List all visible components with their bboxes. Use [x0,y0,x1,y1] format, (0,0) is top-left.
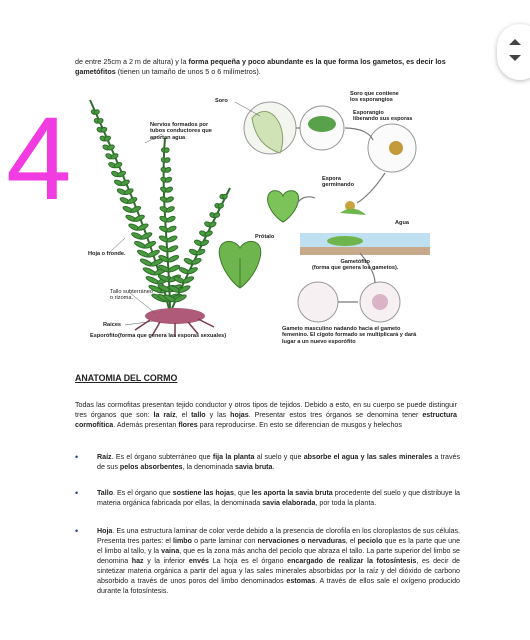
label-esporofito: Esporófito(forma que genera las esporas sexuales) [90,333,227,339]
water-layer-illustration [300,233,430,247]
para-text-1: Todas las cormofitas presentan tejido conductor y otros tipos de tejidos. Debido a esto, en su cuerpo se puede distinguir tres órganos que son: [75,401,457,419]
fern-leaflet [127,196,138,204]
prothallus-illustration [219,241,261,288]
label-raices: Raíces [103,322,122,328]
fern-life-cycle-illustration [70,88,450,368]
fern-leaflet [182,275,194,284]
fern-leaflet [166,215,176,223]
label-espora: Espora germinando [322,176,355,189]
fern-leaflet [166,225,177,233]
bullet-bold-text: sostiene las hojas [172,489,234,497]
fern-leaflet [186,266,198,275]
label-protalo: Prótalo [255,234,275,240]
para-bold-5: flores [178,421,198,429]
bullet-text: , que [233,489,252,497]
label-nervios: Nervios formados por tubos conductores que aportan agua [150,122,212,141]
fern-leaflet [204,230,213,237]
fern-leaflet [165,196,174,203]
bullet-bold-text: pelos absorbentes [119,463,183,471]
bullet-bold-text: encargado de realizar la fotosíntesis [287,557,417,565]
fern-leaflet [167,244,179,253]
para-text-2: , el [175,411,192,419]
bullet-bold-text: peciolo [357,537,383,545]
organ-list [75,452,460,596]
fern-leaflet [110,153,119,160]
bullet-marker: • [75,488,79,498]
bullet-text: , que es la zona más ancha del peciolo que abraza el tallo. La parte superior del limbo se denomina [97,547,460,565]
label-soro: Soro [215,98,228,104]
organ-list-item [75,526,460,596]
fern-leaflet [113,161,122,168]
fern-leaflet [167,264,180,273]
bullet-bold-text: limbo [173,537,192,545]
bullet-bold-text: estomas [286,577,316,585]
bullet-text: , es decir de sintetizar materia orgánica a partir del agua y las sales minerales absorbidas por la raíz y del dióxido de carbono absorbido a través de unos poros del limbo denominados [97,557,460,585]
bullet-text: al suelo y que [254,453,304,461]
para-bold-4: estructura cormofítica [75,411,458,429]
bullet-bold-text: Raíz [97,453,112,461]
para-text-3: y las [205,411,231,419]
fern-leaflet [165,206,175,214]
label-hoja-fronde: Hoja o fronde. [88,251,126,257]
bullet-text: . Es el órgano subterráneo que [111,453,213,461]
bullet-text: . Es una estructura laminar de color verde debido a la presencia de clorofila en los cloroplastos de sus células. Presenta tres partes: el [97,527,460,545]
bullet-bold-text: Tallo [97,489,114,497]
intro-text-1: de entre 25cm a 2 m de altura) y la [75,57,189,66]
bullet-text: o parte laminar con [191,537,258,545]
small-prothallus-illustration [268,191,299,222]
intro-text-3: (tienen un tamaño de unos 5 o 6 milímetros). [115,67,261,76]
fern-leaflet [164,176,172,183]
fern-leaflet [123,188,133,196]
bullet-text: a través de sus [97,453,460,471]
para-bold-2: tallo [191,411,206,419]
male-gamete-circle [298,282,338,322]
fern-leaflet [191,257,202,265]
para-text-6: para reproducirse. En esto se diferencian de musgos y helechos [197,421,402,429]
fern-leaflet [166,235,177,243]
fern-leaflet [143,240,156,249]
bullet-text: , por toda la planta. [315,499,377,507]
chevron-down-icon[interactable] [509,55,521,61]
scroll-control[interactable] [497,24,530,80]
fern-leaflet [195,248,205,256]
label-soro-esporangios: Soro que contiene los esporangios [350,91,399,104]
section-title: ANATOMIA DEL CORMO [75,373,178,383]
bullet-bold-text: absorbe el agua y las sales minerales [303,453,433,461]
bullet-bold-text: envés [188,557,209,565]
intro-bold-1: forma pequeña y poco abundante es la que forma los gametos, es decir [188,57,434,66]
bullet-text: que es la parte que une el limbo al tallo, y la [97,537,461,555]
fern-leaflet [107,144,115,151]
para-bold-3: hojas [230,411,249,419]
bullet-text: , el [345,537,358,545]
fern-leaflet [117,170,127,178]
label-tallo: Tallo subterráneo o rizoma. [110,289,153,302]
label-gametofito: Gametófito (forma que genera los gametos). [312,259,399,272]
label-agua: Agua [395,220,409,226]
bullet-bold-text: haz [131,557,144,565]
bullet-text: y la inferior [143,557,189,565]
fern-leaflet [209,221,217,228]
organ-list-item [75,452,460,472]
label-esporangio: Esporangio liberando sus esporas [353,110,413,123]
bullet-text: . [272,463,275,471]
chevron-up-icon[interactable] [509,39,521,45]
intro-bold-2: los gametófitos [75,57,446,76]
fern-leaflet [120,179,130,187]
para-bold-1: la raíz [153,411,176,419]
bullet-bold-text: savia bruta [235,463,273,471]
bullet-text: procedente del suelo y que distribuye la materia orgánica fabricada por ellas, la denominada [97,489,460,507]
bullet-marker: • [75,526,79,536]
fern-leaflet [103,135,111,142]
bullet-bold-text: nervaciones o nervaduras [257,537,346,545]
para-text-5: . Además presentan [113,421,179,429]
fern-leaflet [200,239,210,247]
bullet-bold-text: les aporta la savia bruta [251,489,333,497]
intro-paragraph [75,57,465,77]
organ-list-item [75,488,460,508]
bullet-text: La hoja es el órgano [208,557,288,565]
bullet-bold-text: Hoja [97,527,113,535]
page-number-annotation: 4 [6,93,72,225]
bullet-text: . Es el órgano que [113,489,173,497]
fern-leaflet [167,254,180,263]
bullet-text: , la denominada [182,463,236,471]
bullet-marker: • [75,452,79,462]
bullet-bold-text: vaina [161,547,180,555]
para-text-4: . Presentar estos tres órganos se denomina tener [248,411,423,419]
intro-cormo-paragraph [75,400,457,430]
bullet-bold-text: savia elaborada [262,499,316,507]
bullet-text: . A través de ellos sale el oxígeno producido durante la fotosíntesis. [97,577,461,595]
bullet-bold-text: fija la planta [212,453,255,461]
label-gameto: Gameto masculino nadando hacia el gameto femenino. El cigoto formado se multiplicará y dará lugar a un nuevo esporófito [282,326,417,345]
fern-leaflet [165,186,174,193]
